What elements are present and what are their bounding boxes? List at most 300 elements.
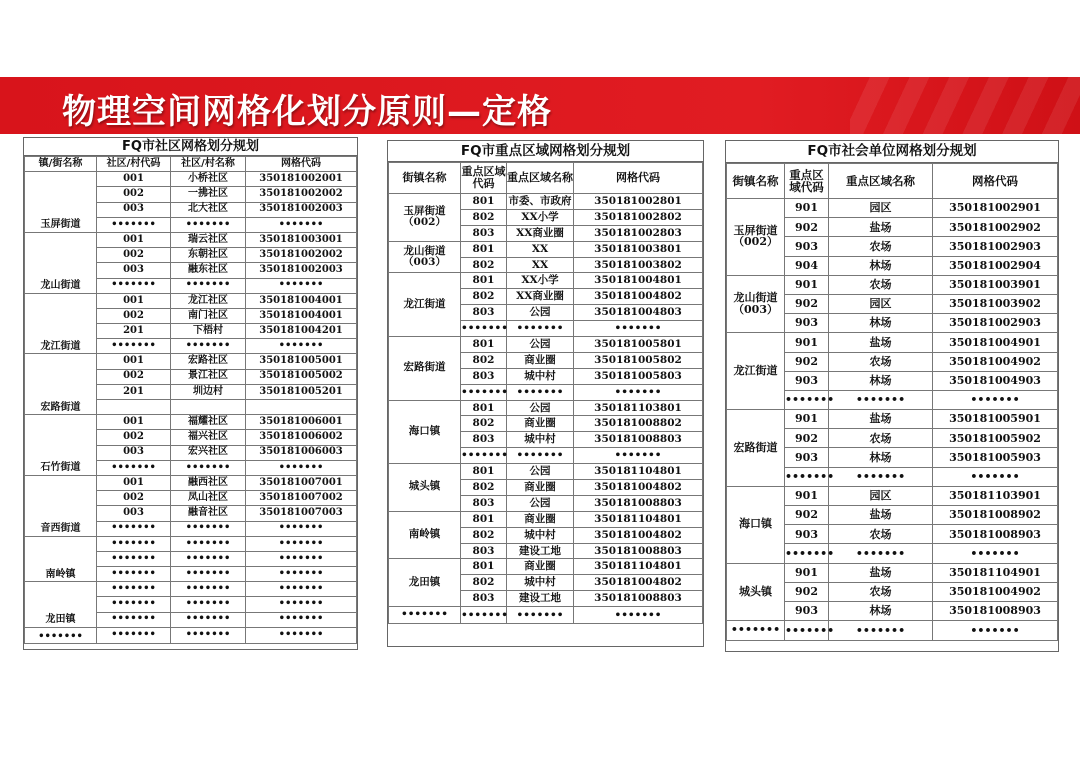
social-unit-grid-table <box>726 163 1058 641</box>
grid-code-cell: 350181002904 <box>933 256 1058 275</box>
code-cell: 201 <box>97 384 171 399</box>
name-cell: 福兴社区 <box>171 430 246 445</box>
code-cell: ••••••• <box>97 217 171 232</box>
street-name-cell: 南岭镇 <box>389 511 461 559</box>
name-cell: 林场 <box>829 314 933 333</box>
name-cell: XX商业圈 <box>507 225 574 241</box>
name-cell: XX小学 <box>507 273 574 289</box>
table-row <box>727 621 1058 641</box>
key-area-grid-panel <box>387 140 704 647</box>
code-cell: 002 <box>97 308 171 323</box>
grid-code-cell: 350181008902 <box>933 506 1058 525</box>
grid-code-cell: 350181002803 <box>574 225 703 241</box>
name-cell: 盐场 <box>829 333 933 352</box>
code-cell: 801 <box>461 400 507 416</box>
grid-code-cell: ••••••• <box>246 339 357 354</box>
name-cell: 园区 <box>829 294 933 313</box>
code-cell: 003 <box>97 263 171 278</box>
code-cell: 001 <box>97 293 171 308</box>
code-cell: ••••••• <box>97 278 171 293</box>
table-row <box>389 273 703 289</box>
grid-code-cell: 350181003901 <box>933 275 1058 294</box>
name-cell: 园区 <box>829 199 933 218</box>
code-cell: 002 <box>97 369 171 384</box>
code-cell: ••••••• <box>461 607 507 624</box>
community-grid-title: FQ市社区网格划分规划 <box>24 138 357 156</box>
grid-code-cell: 350181005901 <box>933 410 1058 429</box>
street-name-cell: 玉屏街道 （002） <box>727 199 785 276</box>
table-row <box>25 415 357 430</box>
name-cell: ••••••• <box>507 321 574 337</box>
code-cell: 903 <box>785 314 829 333</box>
grid-code-cell: 350181004802 <box>574 575 703 591</box>
grid-code-cell: ••••••• <box>933 467 1058 486</box>
code-cell: 903 <box>785 525 829 544</box>
grid-code-cell: ••••••• <box>246 217 357 232</box>
name-cell: 盐场 <box>829 506 933 525</box>
code-cell: 903 <box>785 448 829 467</box>
grid-code-cell: 350181002901 <box>933 199 1058 218</box>
name-cell: 市委、市政府 <box>507 194 574 210</box>
name-cell: 小桥社区 <box>171 172 246 187</box>
grid-code-cell: ••••••• <box>574 384 703 400</box>
grid-code-cell: 350181104901 <box>933 563 1058 582</box>
name-cell: 城中村 <box>507 575 574 591</box>
street-name-cell: 海口镇 <box>727 486 785 563</box>
name-cell: 城中村 <box>507 432 574 448</box>
table-row <box>389 464 703 480</box>
grid-code-cell <box>246 400 357 415</box>
code-cell: 803 <box>461 225 507 241</box>
code-cell: 802 <box>461 416 507 432</box>
name-cell: 宏路社区 <box>171 354 246 369</box>
name-cell: ••••••• <box>171 217 246 232</box>
name-cell <box>171 400 246 415</box>
street-name-cell: 龙田镇 <box>389 559 461 607</box>
table-header-row <box>25 157 357 172</box>
grid-code-cell: 350181005002 <box>246 369 357 384</box>
street-name-cell: 城头镇 <box>727 563 785 621</box>
name-cell: 商业圈 <box>507 480 574 496</box>
code-cell: ••••••• <box>785 621 829 641</box>
grid-code-cell: 350181004802 <box>574 289 703 305</box>
table-row <box>25 582 357 597</box>
table-row <box>25 172 357 187</box>
grid-code-cell: 350181008903 <box>933 601 1058 620</box>
grid-code-cell: 350181004902 <box>933 582 1058 601</box>
street-name-cell: 龙江街道 <box>389 273 461 337</box>
grid-code-cell: 350181006002 <box>246 430 357 445</box>
name-cell: ••••••• <box>829 621 933 641</box>
code-cell: ••••••• <box>97 627 171 643</box>
code-cell: ••••••• <box>97 597 171 612</box>
name-cell: ••••••• <box>171 278 246 293</box>
grid-code-cell: ••••••• <box>246 627 357 643</box>
name-cell: ••••••• <box>507 607 574 624</box>
community-grid-table <box>24 156 357 644</box>
grid-code-cell: 350181006003 <box>246 445 357 460</box>
community-grid-panel <box>23 137 358 650</box>
grid-code-cell: 350181008803 <box>574 495 703 511</box>
code-cell: 901 <box>785 486 829 505</box>
name-cell: 福耀社区 <box>171 415 246 430</box>
table-row <box>25 536 357 551</box>
code-cell: ••••••• <box>97 460 171 475</box>
grid-code-cell: 350181007001 <box>246 475 357 490</box>
street-name-cell: 石竹街道 <box>25 415 97 476</box>
grid-code-cell: 350181103801 <box>574 400 703 416</box>
code-cell: 801 <box>461 273 507 289</box>
grid-code-cell: 350181008803 <box>574 432 703 448</box>
table-row <box>389 400 703 416</box>
name-cell: XX <box>507 241 574 257</box>
code-cell: 802 <box>461 209 507 225</box>
name-cell: 宏兴社区 <box>171 445 246 460</box>
social-unit-grid-title: FQ市社会单位网格划分规划 <box>726 141 1058 163</box>
name-cell: 南门社区 <box>171 308 246 323</box>
grid-code-cell: 350181002001 <box>246 172 357 187</box>
grid-code-cell: ••••••• <box>574 607 703 624</box>
grid-code-cell: 350181104801 <box>574 559 703 575</box>
street-name-cell: 龙山街道 （003） <box>389 241 461 273</box>
street-name-cell: 南岭镇 <box>25 536 97 582</box>
code-cell: 902 <box>785 218 829 237</box>
name-cell: 林场 <box>829 448 933 467</box>
grid-code-cell: ••••••• <box>246 567 357 582</box>
grid-code-cell: 350181005903 <box>933 448 1058 467</box>
code-cell: 803 <box>461 432 507 448</box>
street-name-cell: 音西街道 <box>25 475 97 536</box>
grid-code-cell: ••••••• <box>246 278 357 293</box>
page-title: 物理空间网格化划分原则—定格 <box>62 92 552 132</box>
code-cell: 002 <box>97 491 171 506</box>
table-row <box>727 486 1058 505</box>
grid-code-cell: 350181002003 <box>246 263 357 278</box>
name-cell: XX商业圈 <box>507 289 574 305</box>
code-cell: 802 <box>461 257 507 273</box>
name-cell: 公园 <box>507 337 574 353</box>
code-cell: ••••••• <box>97 551 171 566</box>
code-cell: 002 <box>97 187 171 202</box>
code-cell: 002 <box>97 248 171 263</box>
name-cell: 商业圈 <box>507 559 574 575</box>
table-row <box>727 199 1058 218</box>
name-cell: 公园 <box>507 305 574 321</box>
street-name-cell: 宏路街道 <box>727 410 785 487</box>
street-name-cell: ••••••• <box>727 621 785 641</box>
grid-code-cell: ••••••• <box>933 544 1058 563</box>
street-name-cell: 龙山街道 （003） <box>727 275 785 333</box>
code-cell: 803 <box>461 591 507 607</box>
name-cell: ••••••• <box>171 612 246 627</box>
code-cell: 902 <box>785 294 829 313</box>
code-cell: ••••••• <box>97 567 171 582</box>
code-cell: ••••••• <box>785 390 829 409</box>
code-cell: ••••••• <box>97 339 171 354</box>
grid-code-cell: 350181005902 <box>933 429 1058 448</box>
grid-code-cell: 350181002801 <box>574 194 703 210</box>
code-cell: ••••••• <box>785 467 829 486</box>
code-cell: 803 <box>461 368 507 384</box>
code-cell: 902 <box>785 352 829 371</box>
name-cell: ••••••• <box>171 627 246 643</box>
code-cell: 201 <box>97 324 171 339</box>
street-name-cell: ••••••• <box>25 627 97 643</box>
name-cell: 林场 <box>829 256 933 275</box>
code-cell: 901 <box>785 333 829 352</box>
name-cell: ••••••• <box>171 551 246 566</box>
name-cell: 林场 <box>829 371 933 390</box>
street-name-cell: 宏路街道 <box>389 337 461 401</box>
name-cell: 景江社区 <box>171 369 246 384</box>
header-cell: 网格代码 <box>933 164 1058 199</box>
code-cell: 802 <box>461 352 507 368</box>
table-row <box>389 241 703 257</box>
grid-code-cell: 350181004802 <box>574 527 703 543</box>
code-cell: 001 <box>97 475 171 490</box>
code-cell: 801 <box>461 559 507 575</box>
header-cell: 网格代码 <box>574 163 703 194</box>
grid-code-cell: 350181104801 <box>574 464 703 480</box>
name-cell: 建设工地 <box>507 543 574 559</box>
code-cell: 903 <box>785 601 829 620</box>
table-row <box>25 232 357 247</box>
code-cell: 801 <box>461 464 507 480</box>
name-cell: 盐场 <box>829 563 933 582</box>
grid-code-cell: 350181005001 <box>246 354 357 369</box>
code-cell: 802 <box>461 575 507 591</box>
name-cell: 城中村 <box>507 527 574 543</box>
code-cell: 902 <box>785 582 829 601</box>
grid-code-cell: ••••••• <box>933 621 1058 641</box>
code-cell: 802 <box>461 480 507 496</box>
code-cell: 904 <box>785 256 829 275</box>
name-cell: 下梧村 <box>171 324 246 339</box>
header-cell: 重点区域代码 <box>785 164 829 199</box>
grid-code-cell: 350181004903 <box>933 371 1058 390</box>
name-cell: 东朝社区 <box>171 248 246 263</box>
table-header-row <box>389 163 703 194</box>
table-row <box>25 354 357 369</box>
code-cell: 801 <box>461 337 507 353</box>
name-cell: ••••••• <box>171 582 246 597</box>
code-cell: 001 <box>97 232 171 247</box>
code-cell: 003 <box>97 445 171 460</box>
grid-code-cell: ••••••• <box>246 460 357 475</box>
code-cell: 003 <box>97 506 171 521</box>
banner-decoration <box>850 77 1080 134</box>
name-cell: 林场 <box>829 601 933 620</box>
grid-code-cell: 350181002002 <box>246 187 357 202</box>
code-cell: 901 <box>785 563 829 582</box>
name-cell: ••••••• <box>507 384 574 400</box>
street-name-cell: 宏路街道 <box>25 354 97 415</box>
name-cell: 公园 <box>507 400 574 416</box>
name-cell: 农场 <box>829 275 933 294</box>
grid-code-cell: 350181007003 <box>246 506 357 521</box>
grid-code-cell: 350181008803 <box>574 591 703 607</box>
code-cell: 803 <box>461 495 507 511</box>
table-row <box>25 627 357 643</box>
table-row <box>389 337 703 353</box>
grid-code-cell: 350181008903 <box>933 525 1058 544</box>
name-cell: 盐场 <box>829 218 933 237</box>
code-cell: 902 <box>785 506 829 525</box>
code-cell: ••••••• <box>97 536 171 551</box>
code-cell: ••••••• <box>97 521 171 536</box>
name-cell: ••••••• <box>171 536 246 551</box>
code-cell: 903 <box>785 237 829 256</box>
street-name-cell: 玉屏街道 （002） <box>389 194 461 242</box>
header-cell: 社区/村名称 <box>171 157 246 172</box>
code-cell: 802 <box>461 527 507 543</box>
grid-code-cell: 350181004803 <box>574 305 703 321</box>
grid-code-cell: 350181104801 <box>574 511 703 527</box>
name-cell: 北大社区 <box>171 202 246 217</box>
grid-code-cell: 350181004802 <box>574 480 703 496</box>
code-cell: 802 <box>461 289 507 305</box>
grid-code-cell: 350181008803 <box>574 543 703 559</box>
code-cell: 003 <box>97 202 171 217</box>
code-cell: 902 <box>785 429 829 448</box>
name-cell: ••••••• <box>829 467 933 486</box>
code-cell: 903 <box>785 371 829 390</box>
name-cell: 商业圈 <box>507 511 574 527</box>
grid-code-cell: 350181005802 <box>574 352 703 368</box>
street-name-cell: 城头镇 <box>389 464 461 512</box>
code-cell: 001 <box>97 354 171 369</box>
grid-code-cell: ••••••• <box>246 582 357 597</box>
code-cell: ••••••• <box>461 448 507 464</box>
street-name-cell: ••••••• <box>389 607 461 624</box>
street-name-cell: 龙江街道 <box>25 293 97 354</box>
grid-code-cell: 350181004001 <box>246 293 357 308</box>
table-row <box>25 475 357 490</box>
name-cell: 凤山社区 <box>171 491 246 506</box>
street-name-cell: 玉屏街道 <box>25 172 97 233</box>
name-cell: 农场 <box>829 429 933 448</box>
code-cell: ••••••• <box>461 321 507 337</box>
name-cell: ••••••• <box>171 460 246 475</box>
name-cell: 商业圈 <box>507 352 574 368</box>
grid-code-cell: 350181005201 <box>246 384 357 399</box>
header-cell: 重点区域名称 <box>829 164 933 199</box>
code-cell: 803 <box>461 305 507 321</box>
name-cell: ••••••• <box>171 339 246 354</box>
table-row <box>389 511 703 527</box>
name-cell: 瑞云社区 <box>171 232 246 247</box>
grid-code-cell: 350181002002 <box>246 248 357 263</box>
code-cell: 901 <box>785 275 829 294</box>
table-row <box>727 563 1058 582</box>
social-unit-grid-panel <box>725 140 1059 652</box>
grid-code-cell: ••••••• <box>246 521 357 536</box>
name-cell: 建设工地 <box>507 591 574 607</box>
grid-code-cell: 350181004801 <box>574 273 703 289</box>
name-cell: 盐场 <box>829 410 933 429</box>
name-cell: 园区 <box>829 486 933 505</box>
name-cell: ••••••• <box>171 567 246 582</box>
name-cell: 农场 <box>829 525 933 544</box>
name-cell: 公园 <box>507 464 574 480</box>
code-cell: 901 <box>785 410 829 429</box>
name-cell: 农场 <box>829 582 933 601</box>
table-row <box>389 607 703 624</box>
grid-code-cell: 350181005803 <box>574 368 703 384</box>
grid-code-cell: ••••••• <box>246 551 357 566</box>
table-header-row <box>727 164 1058 199</box>
table-row <box>727 410 1058 429</box>
grid-code-cell: ••••••• <box>574 321 703 337</box>
code-cell: ••••••• <box>461 384 507 400</box>
name-cell: 农场 <box>829 352 933 371</box>
code-cell: 801 <box>461 194 507 210</box>
name-cell: XX小学 <box>507 209 574 225</box>
code-cell: 001 <box>97 415 171 430</box>
header-cell: 街镇名称 <box>389 163 461 194</box>
street-name-cell: 龙江街道 <box>727 333 785 410</box>
table-row <box>25 293 357 308</box>
grid-code-cell: ••••••• <box>933 390 1058 409</box>
grid-code-cell: 350181003801 <box>574 241 703 257</box>
code-cell: 002 <box>97 430 171 445</box>
grid-code-cell: 350181008802 <box>574 416 703 432</box>
grid-code-cell: 350181002902 <box>933 218 1058 237</box>
name-cell: 农场 <box>829 237 933 256</box>
name-cell: 公园 <box>507 495 574 511</box>
name-cell: 商业圈 <box>507 416 574 432</box>
table-row <box>389 559 703 575</box>
header-cell: 网格代码 <box>246 157 357 172</box>
grid-code-cell: 350181003902 <box>933 294 1058 313</box>
grid-code-cell: 350181005801 <box>574 337 703 353</box>
name-cell: 融东社区 <box>171 263 246 278</box>
header-cell: 重点区域名称 <box>507 163 574 194</box>
header-cell: 镇/街名称 <box>25 157 97 172</box>
grid-code-cell: 350181003802 <box>574 257 703 273</box>
header-cell: 社区/村代码 <box>97 157 171 172</box>
grid-code-cell: ••••••• <box>246 612 357 627</box>
table-row <box>727 275 1058 294</box>
header-cell: 街镇名称 <box>727 164 785 199</box>
header-cell: 重点区域代码 <box>461 163 507 194</box>
code-cell <box>97 400 171 415</box>
key-area-grid-table <box>388 162 703 624</box>
name-cell: ••••••• <box>507 448 574 464</box>
name-cell: 城中村 <box>507 368 574 384</box>
code-cell: ••••••• <box>97 582 171 597</box>
key-area-grid-title: FQ市重点区域网格划分规划 <box>388 141 703 162</box>
grid-code-cell: 350181103901 <box>933 486 1058 505</box>
name-cell: 融西社区 <box>171 475 246 490</box>
grid-code-cell: 350181003001 <box>246 232 357 247</box>
code-cell: 801 <box>461 511 507 527</box>
grid-code-cell: ••••••• <box>246 536 357 551</box>
grid-code-cell: 350181007002 <box>246 491 357 506</box>
street-name-cell: 龙田镇 <box>25 582 97 628</box>
name-cell: ••••••• <box>829 390 933 409</box>
name-cell: 融音社区 <box>171 506 246 521</box>
code-cell: 803 <box>461 543 507 559</box>
grid-code-cell: ••••••• <box>574 448 703 464</box>
grid-code-cell: 350181004201 <box>246 324 357 339</box>
street-name-cell: 海口镇 <box>389 400 461 464</box>
code-cell: ••••••• <box>97 612 171 627</box>
street-name-cell: 龙山街道 <box>25 232 97 293</box>
name-cell: ••••••• <box>171 597 246 612</box>
grid-code-cell: 350181002802 <box>574 209 703 225</box>
name-cell: ••••••• <box>171 521 246 536</box>
